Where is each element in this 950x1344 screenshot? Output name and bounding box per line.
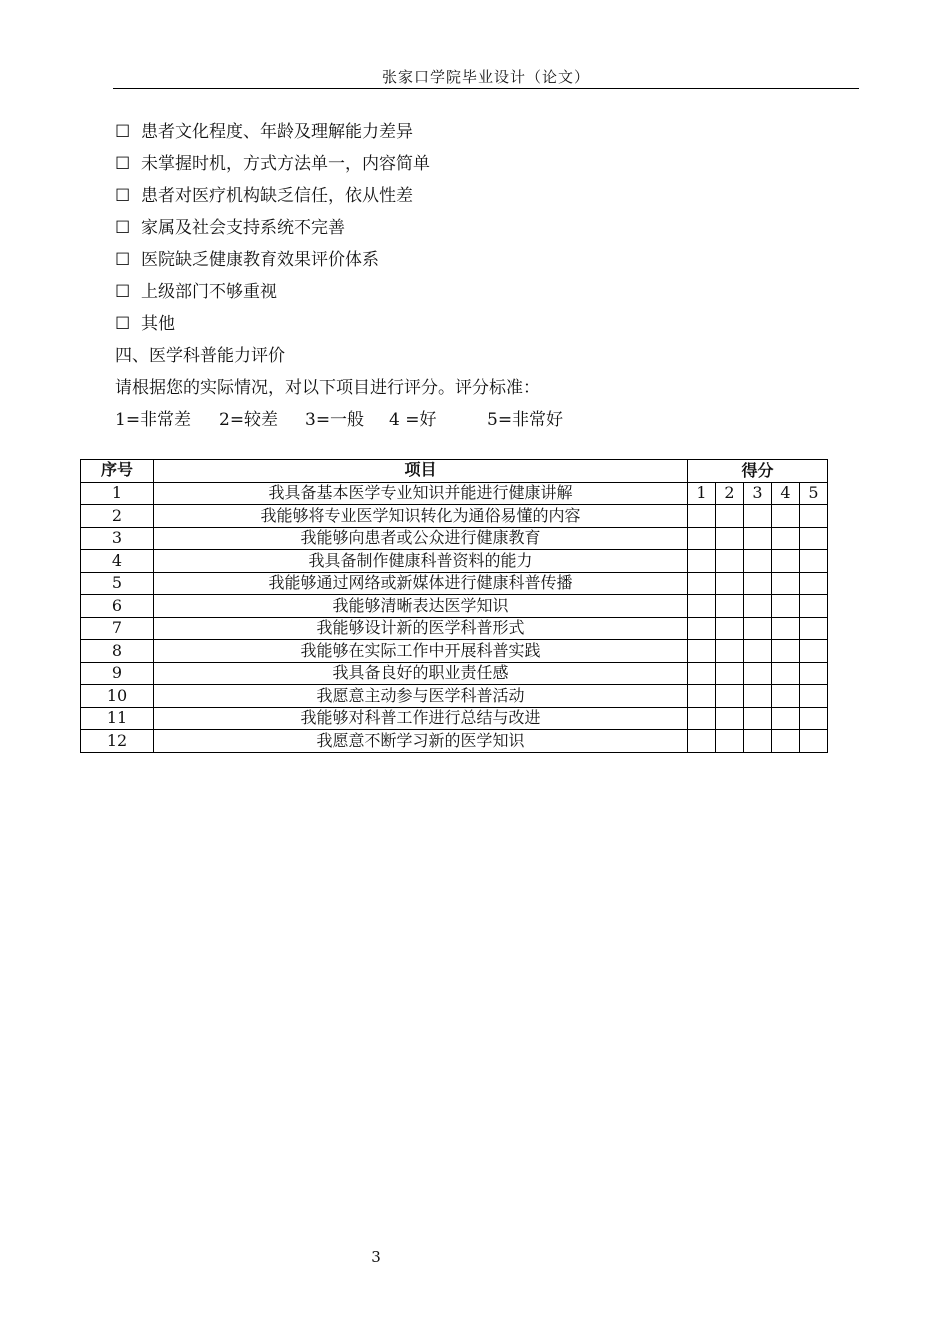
score-cell[interactable] <box>688 527 716 550</box>
score-cell[interactable] <box>744 505 772 528</box>
score-cell[interactable] <box>744 685 772 708</box>
score-cell[interactable] <box>800 662 828 685</box>
score-cell[interactable] <box>800 527 828 550</box>
page-number: 3 <box>371 1248 381 1266</box>
score-cell[interactable] <box>688 730 716 753</box>
score-cell[interactable] <box>716 595 744 618</box>
scale-item: 2=较差 <box>219 410 279 430</box>
row-item: 我能够向患者或公众进行健康教育 <box>154 527 688 550</box>
option-label: 医院缺乏健康教育效果评价体系 <box>141 250 379 270</box>
table-row <box>81 640 828 663</box>
checkbox-icon[interactable]: ☐ <box>115 282 131 302</box>
scale-legend <box>115 408 563 432</box>
row-number: 8 <box>81 640 154 663</box>
scale-item: 1=非常差 <box>115 410 192 430</box>
row-number: 10 <box>81 685 154 708</box>
score-cell[interactable] <box>688 707 716 730</box>
option-label: 其他 <box>141 314 175 334</box>
score-col-label: 3 <box>744 482 772 505</box>
option-list <box>115 120 430 344</box>
table-row <box>81 550 828 573</box>
option-item[interactable] <box>115 216 430 248</box>
score-cell[interactable] <box>772 527 800 550</box>
score-cell[interactable] <box>800 595 828 618</box>
score-cell[interactable] <box>744 595 772 618</box>
option-label: 家属及社会支持系统不完善 <box>141 218 345 238</box>
checkbox-icon[interactable]: ☐ <box>115 250 131 270</box>
row-number: 6 <box>81 595 154 618</box>
score-col-label: 1 <box>688 482 716 505</box>
checkbox-icon[interactable]: ☐ <box>115 314 131 334</box>
score-cell[interactable] <box>716 662 744 685</box>
option-item[interactable] <box>115 152 430 184</box>
row-number: 2 <box>81 505 154 528</box>
score-cell[interactable] <box>772 572 800 595</box>
score-scale-row <box>81 482 828 505</box>
row-item: 我能够通过网络或新媒体进行健康科普传播 <box>154 572 688 595</box>
score-cell[interactable] <box>772 617 800 640</box>
score-cell[interactable] <box>772 640 800 663</box>
row-item: 我能够对科普工作进行总结与改进 <box>154 707 688 730</box>
score-cell[interactable] <box>800 685 828 708</box>
table-row <box>81 662 828 685</box>
score-cell[interactable] <box>716 730 744 753</box>
scale-item: 5=非常好 <box>487 410 564 430</box>
score-cell[interactable] <box>688 685 716 708</box>
header-no: 序号 <box>81 460 154 483</box>
row-number: 11 <box>81 707 154 730</box>
scale-item: 4 =好 <box>389 410 437 430</box>
table-body <box>81 505 828 753</box>
score-cell[interactable] <box>744 527 772 550</box>
row-item: 我能够清晰表达医学知识 <box>154 595 688 618</box>
score-col-label: 2 <box>716 482 744 505</box>
row-number: 5 <box>81 572 154 595</box>
score-cell[interactable] <box>772 662 800 685</box>
instruction-text: 请根据您的实际情况，对以下项目进行评分。评分标准： <box>115 378 540 398</box>
row-item: 我能够将专业医学知识转化为通俗易懂的内容 <box>154 505 688 528</box>
table-row <box>81 730 828 753</box>
score-cell[interactable] <box>744 730 772 753</box>
score-cell[interactable] <box>772 707 800 730</box>
score-cell[interactable] <box>744 707 772 730</box>
page-header: 张家口学院毕业设计（论文） <box>381 68 590 86</box>
table-row <box>81 572 828 595</box>
table-row <box>81 595 828 618</box>
option-label: 患者文化程度、年龄及理解能力差异 <box>141 122 413 142</box>
scale-item: 3=一般 <box>305 410 365 430</box>
checkbox-icon[interactable]: ☐ <box>115 218 131 238</box>
table-row <box>81 527 828 550</box>
score-cell[interactable] <box>744 550 772 573</box>
score-cell[interactable] <box>688 505 716 528</box>
score-col-label: 4 <box>772 482 800 505</box>
table-row <box>81 707 828 730</box>
row-item: 我愿意主动参与医学科普活动 <box>154 685 688 708</box>
rating-table <box>80 459 828 753</box>
score-cell[interactable] <box>688 550 716 573</box>
option-item[interactable] <box>115 280 430 312</box>
table-row <box>81 505 828 528</box>
score-cell[interactable] <box>800 572 828 595</box>
option-label: 未掌握时机，方式方法单一，内容简单 <box>141 154 430 174</box>
score-cell[interactable] <box>800 550 828 573</box>
score-cell[interactable] <box>716 550 744 573</box>
score-cell[interactable] <box>800 640 828 663</box>
table-row <box>81 617 828 640</box>
row-item: 我具备良好的职业责任感 <box>154 662 688 685</box>
header-rule <box>113 88 859 89</box>
score-cell[interactable] <box>800 707 828 730</box>
table-row <box>81 685 828 708</box>
score-cell[interactable] <box>716 685 744 708</box>
score-cell[interactable] <box>744 572 772 595</box>
score-cell[interactable] <box>716 527 744 550</box>
score-cell[interactable] <box>772 730 800 753</box>
score-cell[interactable] <box>772 685 800 708</box>
score-cell[interactable] <box>744 617 772 640</box>
option-item[interactable] <box>115 184 430 216</box>
option-item[interactable] <box>115 248 430 280</box>
checkbox-icon[interactable]: ☐ <box>115 154 131 174</box>
score-cell[interactable] <box>716 505 744 528</box>
score-cell[interactable] <box>772 505 800 528</box>
option-item[interactable] <box>115 312 430 344</box>
option-label: 患者对医疗机构缺乏信任，依从性差 <box>141 186 413 206</box>
score-cell[interactable] <box>688 662 716 685</box>
option-item[interactable] <box>115 120 430 152</box>
score-cell[interactable] <box>744 640 772 663</box>
score-cell[interactable] <box>772 550 800 573</box>
score-cell[interactable] <box>716 572 744 595</box>
header-score: 得分 <box>688 460 828 483</box>
row-number: 4 <box>81 550 154 573</box>
row-item: 我能够设计新的医学科普形式 <box>154 617 688 640</box>
row-number: 12 <box>81 730 154 753</box>
row-number: 9 <box>81 662 154 685</box>
row-item: 我具备基本医学专业知识并能进行健康讲解 <box>154 482 688 505</box>
row-item: 我愿意不断学习新的医学知识 <box>154 730 688 753</box>
score-cell[interactable] <box>744 662 772 685</box>
score-col-label: 5 <box>800 482 828 505</box>
header-item: 项目 <box>154 460 688 483</box>
checkbox-icon[interactable]: ☐ <box>115 186 131 206</box>
checkbox-icon[interactable]: ☐ <box>115 122 131 142</box>
row-number: 3 <box>81 527 154 550</box>
score-cell[interactable] <box>716 617 744 640</box>
table-header-row <box>81 460 828 483</box>
option-label: 上级部门不够重视 <box>141 282 277 302</box>
score-cell[interactable] <box>716 707 744 730</box>
score-cell[interactable] <box>800 505 828 528</box>
score-cell[interactable] <box>716 640 744 663</box>
row-number: 7 <box>81 617 154 640</box>
score-cell[interactable] <box>800 617 828 640</box>
score-cell[interactable] <box>688 640 716 663</box>
row-item: 我能够在实际工作中开展科普实践 <box>154 640 688 663</box>
score-cell[interactable] <box>772 595 800 618</box>
score-cell[interactable] <box>688 617 716 640</box>
score-cell[interactable] <box>688 595 716 618</box>
section-heading: 四、医学科普能力评价 <box>115 346 285 366</box>
row-number: 1 <box>81 482 154 505</box>
score-cell[interactable] <box>800 730 828 753</box>
row-item: 我具备制作健康科普资料的能力 <box>154 550 688 573</box>
score-cell[interactable] <box>688 572 716 595</box>
